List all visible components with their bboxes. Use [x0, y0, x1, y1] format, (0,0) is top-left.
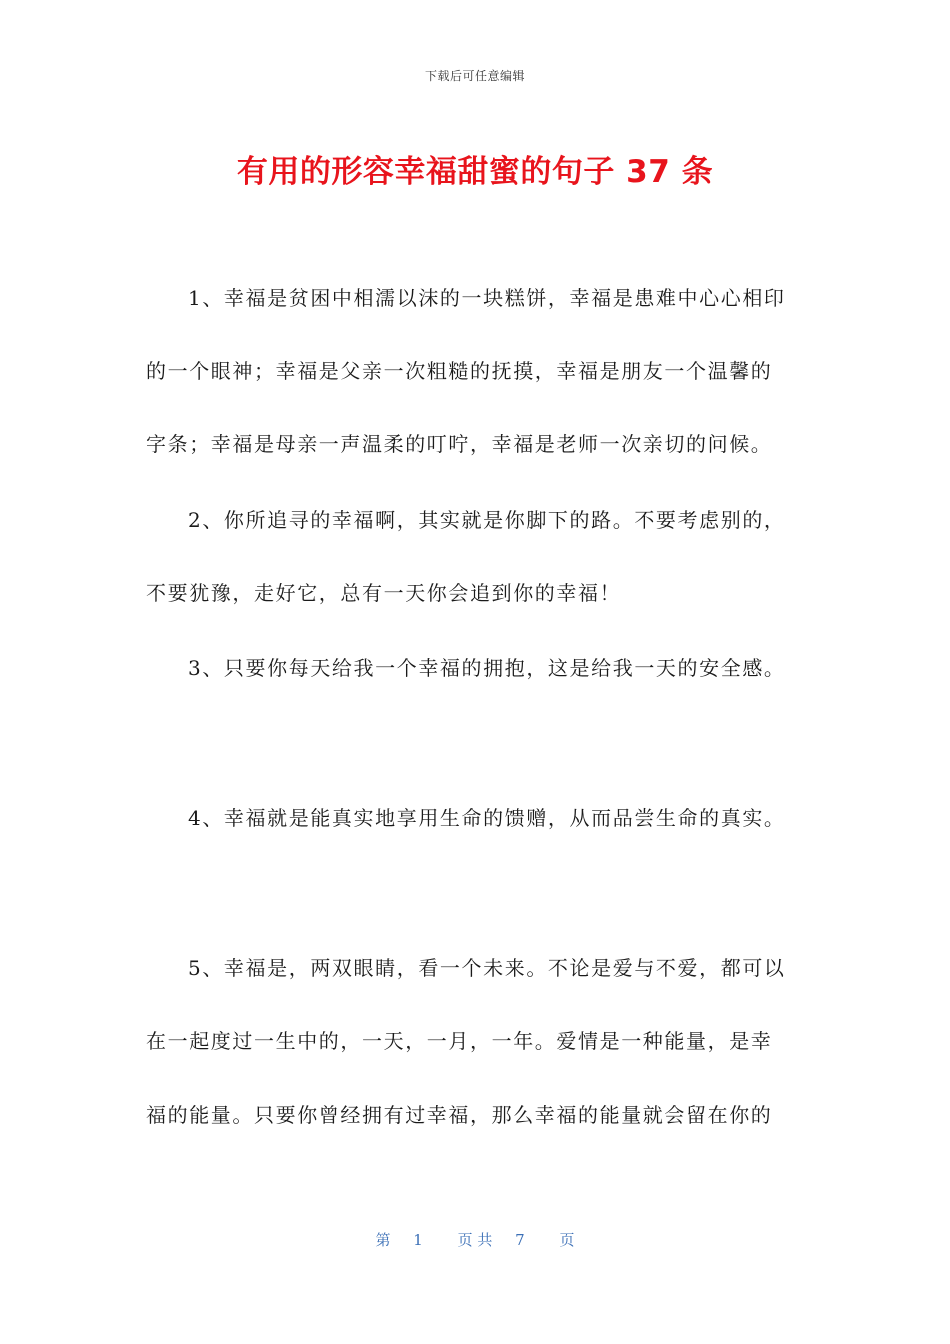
- footer-page-total: 7: [515, 1231, 525, 1249]
- footer-page-number: 1: [413, 1231, 423, 1249]
- paragraph-1-line-1: 1、幸福是贫困中相濡以沫的一块糕饼，幸福是患难中心心相印: [188, 286, 786, 310]
- page-title: 有用的形容幸福甜蜜的句子 37 条: [236, 154, 714, 190]
- paragraph-2-line-1: 2、你所追寻的幸福啊，其实就是你脚下的路。不要考虑别的，: [188, 508, 786, 532]
- footer-page-prefix: 第: [375, 1231, 391, 1249]
- paragraph-3-line-1: 3、只要你每天给我一个幸福的拥抱，这是给我一天的安全感。: [188, 656, 786, 680]
- paragraph-5-line-3: 福的能量。只要你曾经拥有过幸福，那么幸福的能量就会留在你的: [146, 1103, 773, 1127]
- paragraph-5-line-2: 在一起度过一生中的，一天，一月，一年。爱情是一种能量，是幸: [146, 1029, 773, 1053]
- page-footer: [0, 1229, 950, 1250]
- header-note: 下载后可任意编辑: [424, 69, 525, 83]
- paragraph-1-line-2: 的一个眼神；幸福是父亲一次粗糙的抚摸，幸福是朋友一个温馨的: [146, 359, 773, 383]
- paragraph-4-line-1: 4、幸福就是能真实地享用生命的馈赠，从而品尝生命的真实。: [188, 806, 786, 830]
- paragraph-1-line-3: 字条；幸福是母亲一声温柔的叮咛，幸福是老师一次亲切的问候。: [146, 432, 773, 456]
- paragraph-2-line-2: 不要犹豫，走好它，总有一天你会追到你的幸福！: [146, 581, 622, 605]
- footer-page-suffix: 页: [559, 1231, 575, 1249]
- paragraph-5-line-1: 5、幸福是，两双眼睛，看一个未来。不论是爱与不爱，都可以: [188, 956, 786, 980]
- footer-page-middle: 页 共: [457, 1231, 493, 1249]
